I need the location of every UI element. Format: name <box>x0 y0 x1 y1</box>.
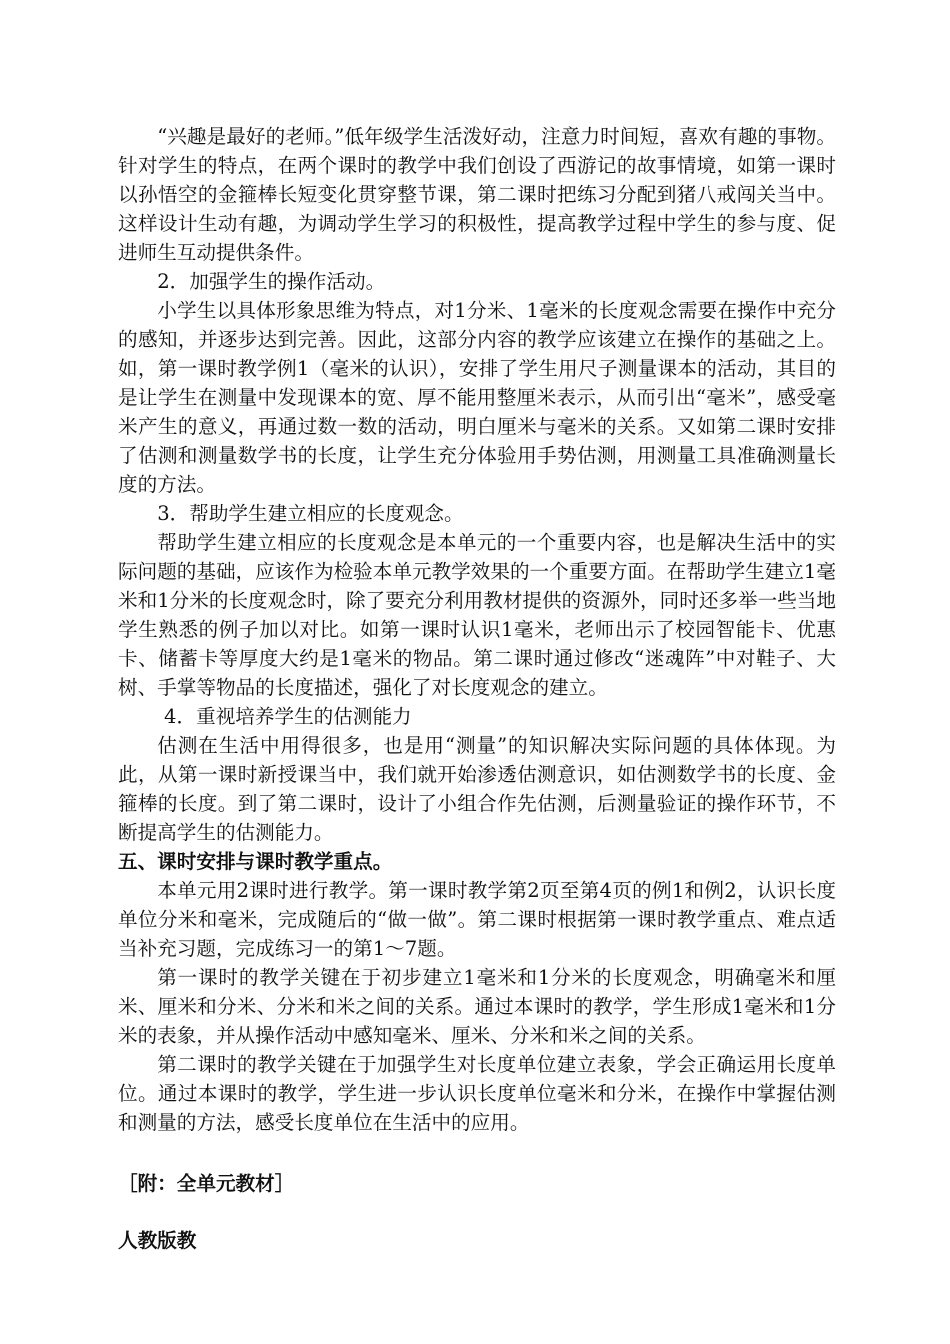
paragraph-lesson-2: 第二课时的教学关键在于加强学生对长度单位建立表象，学会正确运用长度单位。通过本课时的教学，学生进一步认识长度单位毫米和分米，在操作中掌握估测和测量的方法，感受长度单位在生活中的应用。 <box>118 1053 836 1134</box>
point-2-heading: 2．加强学生的操作活动。 <box>157 270 386 293</box>
appendix-heading: ［附：全单元教材］ <box>118 1172 295 1195</box>
section-5-heading: 五、课时安排与课时教学重点。 <box>118 850 393 873</box>
document-page <box>118 122 836 1255</box>
point-4-heading: 4．重视培养学生的估测能力 <box>164 705 412 728</box>
paragraph-estimation: 估测在生活中用得很多，也是用“测量”的知识解决实际问题的具体体现。为此，从第一课时新授课当中，我们就开始渗透估测意识，如估测数学书的长度、金箍棒的长度。到了第二课时，设计了小组合作先估测，后测量验证的操作环节，不断提高学生的估测能力。 <box>118 734 836 844</box>
point-3-heading: 3．帮助学生建立相应的长度观念。 <box>157 502 464 525</box>
paragraph-interest: “兴趣是最好的老师。”低年级学生活泼好动，注意力时间短，喜欢有趣的事物。针对学生的特点，在两个课时的教学中我们创设了西游记的故事情境，如第一课时以孙悟空的金箍棒长短变化贯穿整节课，第二课时把练习分配到猪八戒闯关当中。这样设计生动有趣，为调动学生学习的积极性，提高教学过程中学生的参与度、促进师生互动提供条件。 <box>118 125 836 264</box>
paragraph-schedule: 本单元用2课时进行教学。第一课时教学第2页至第4页的例1和例2，认识长度单位分米和毫米，完成随后的“做一做”。第二课时根据第一课时教学重点、难点适当补充习题，完成练习一的第1～7题。 <box>118 879 836 960</box>
paragraph-length-concept: 帮助学生建立相应的长度观念是本单元的一个重要内容，也是解决生活中的实际问题的基础，应该作为检验本单元教学效果的一个重要方面。在帮助学生建立1毫米和1分米的长度观念时，除了要充分利用教材提供的资源外，同时还多举一些当地学生熟悉的例子加以对比。如第一课时认识1毫米，老师出示了校园智能卡、优惠卡、储蓄卡等厚度大约是1毫米的物品。第二课时通过修改“迷魂阵”中对鞋子、大树、手掌等物品的长度描述，强化了对长度观念的建立。 <box>118 531 836 699</box>
spacer <box>118 1137 836 1169</box>
paragraph-operation: 小学生以具体形象思维为特点，对1分米、1毫米的长度观念需要在操作中充分的感知，并逐步达到完善。因此，这部分内容的教学应该建立在操作的基础之上。如，第一课时教学例1（毫米的认识），安排了学生用尺子测量课本的活动，其目的是让学生在测量中发现课本的宽、厚不能用整厘米表示，从而引出“毫米”，感受毫米产生的意义，再通过数一数的活动，明白厘米与毫米的关系。又如第二课时安排了估测和测量数学书的长度，让学生充分体验用手势估测，用测量工具准确测量长度的方法。 <box>118 299 836 496</box>
spacer <box>118 1198 836 1226</box>
paragraph-lesson-1: 第一课时的教学关键在于初步建立1毫米和1分米的长度观念，明确毫米和厘米、厘米和分米、分米和米之间的关系。通过本课时的教学，学生形成1毫米和1分米的表象，并从操作活动中感知毫米、厘米、分米和米之间的关系。 <box>118 966 836 1047</box>
footer-heading: 人教版教 <box>118 1229 197 1252</box>
